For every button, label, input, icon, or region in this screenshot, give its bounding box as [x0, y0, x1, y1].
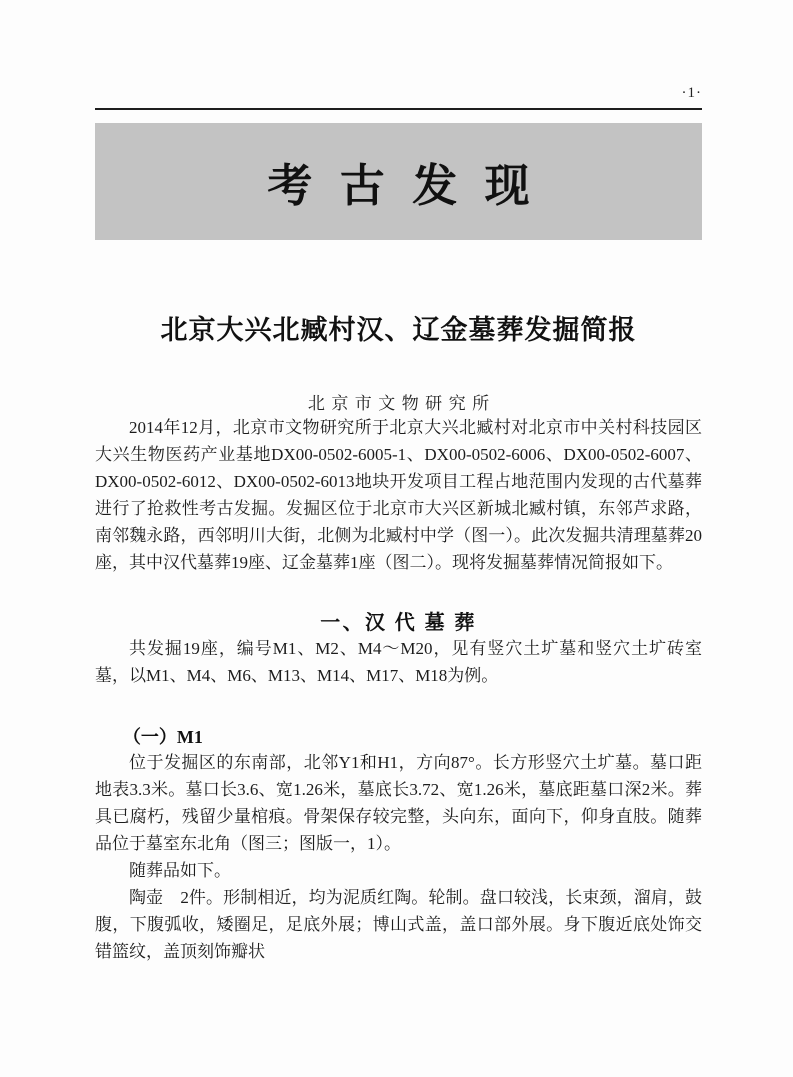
section-banner	[95, 123, 702, 240]
pottery-jar-paragraph: 陶壶 2件。形制相近，均为泥质红陶。轮制。盘口较浅，长束颈，溜肩，鼓腹，下腹弧收，矮圈足，足底外展；博山式盖，盖口部外展。身下腹近底处饰交错篮纹，盖顶刻饰瓣状	[95, 888, 702, 961]
section-heading-han-tombs: 一、汉 代 墓 葬	[320, 612, 477, 634]
banner-title: 考 古 发 现	[267, 161, 538, 211]
header-rule	[95, 108, 702, 110]
article-author: 北京市文物研究所	[307, 394, 496, 413]
subsection-heading-m1: （一）M1	[122, 727, 203, 747]
m1-description-paragraph: 位于发掘区的东南部，北邻Y1和H1，方向87°。长方形竖穴土圹墓。墓口距地表3.3米。墓口长3.6、宽1.26米，墓底长3.72、宽1.26米，墓底距墓口深2米。葬具已腐朽，残留少量棺痕。骨架保存较完整，头向东，面向下，仰身直肢。随葬品位于墓室东北角（图三；图版一，1）。	[95, 753, 702, 853]
article-title: 北京大兴北臧村汉、辽金墓葬发掘简报	[160, 315, 637, 345]
section-overview-paragraph: 共发掘19座，编号M1、M2、M4～M20，见有竖穴土圹墓和竖穴土圹砖室墓，以M1、M4、M6、M13、M14、M17、M18为例。	[95, 639, 702, 685]
intro-paragraph: 2014年12月，北京市文物研究所于北京大兴北臧村对北京市中关村科技园区大兴生物医药产业基地DX00-0502-6005-1、DX00-0502-6006、DX00-0502-6007、DX00-0502-6012、DX00-0502-6013地块开发项目工程占地范围内发现的古代墓葬进行了抢救性考古发掘。发掘区位于北京市大兴区新城北臧村镇，东邻芦求路，南邻魏永路，西邻明川大街，北侧为北臧村中学（图一）。此次发掘共清理墓葬20座，其中汉代墓葬19座、辽金墓葬1座（图二）。现将发掘墓葬情况简报如下。	[95, 418, 702, 572]
grave-goods-note-paragraph: 随葬品如下。	[129, 861, 231, 880]
page-content	[95, 0, 702, 965]
page-number: ·1·	[681, 85, 702, 101]
